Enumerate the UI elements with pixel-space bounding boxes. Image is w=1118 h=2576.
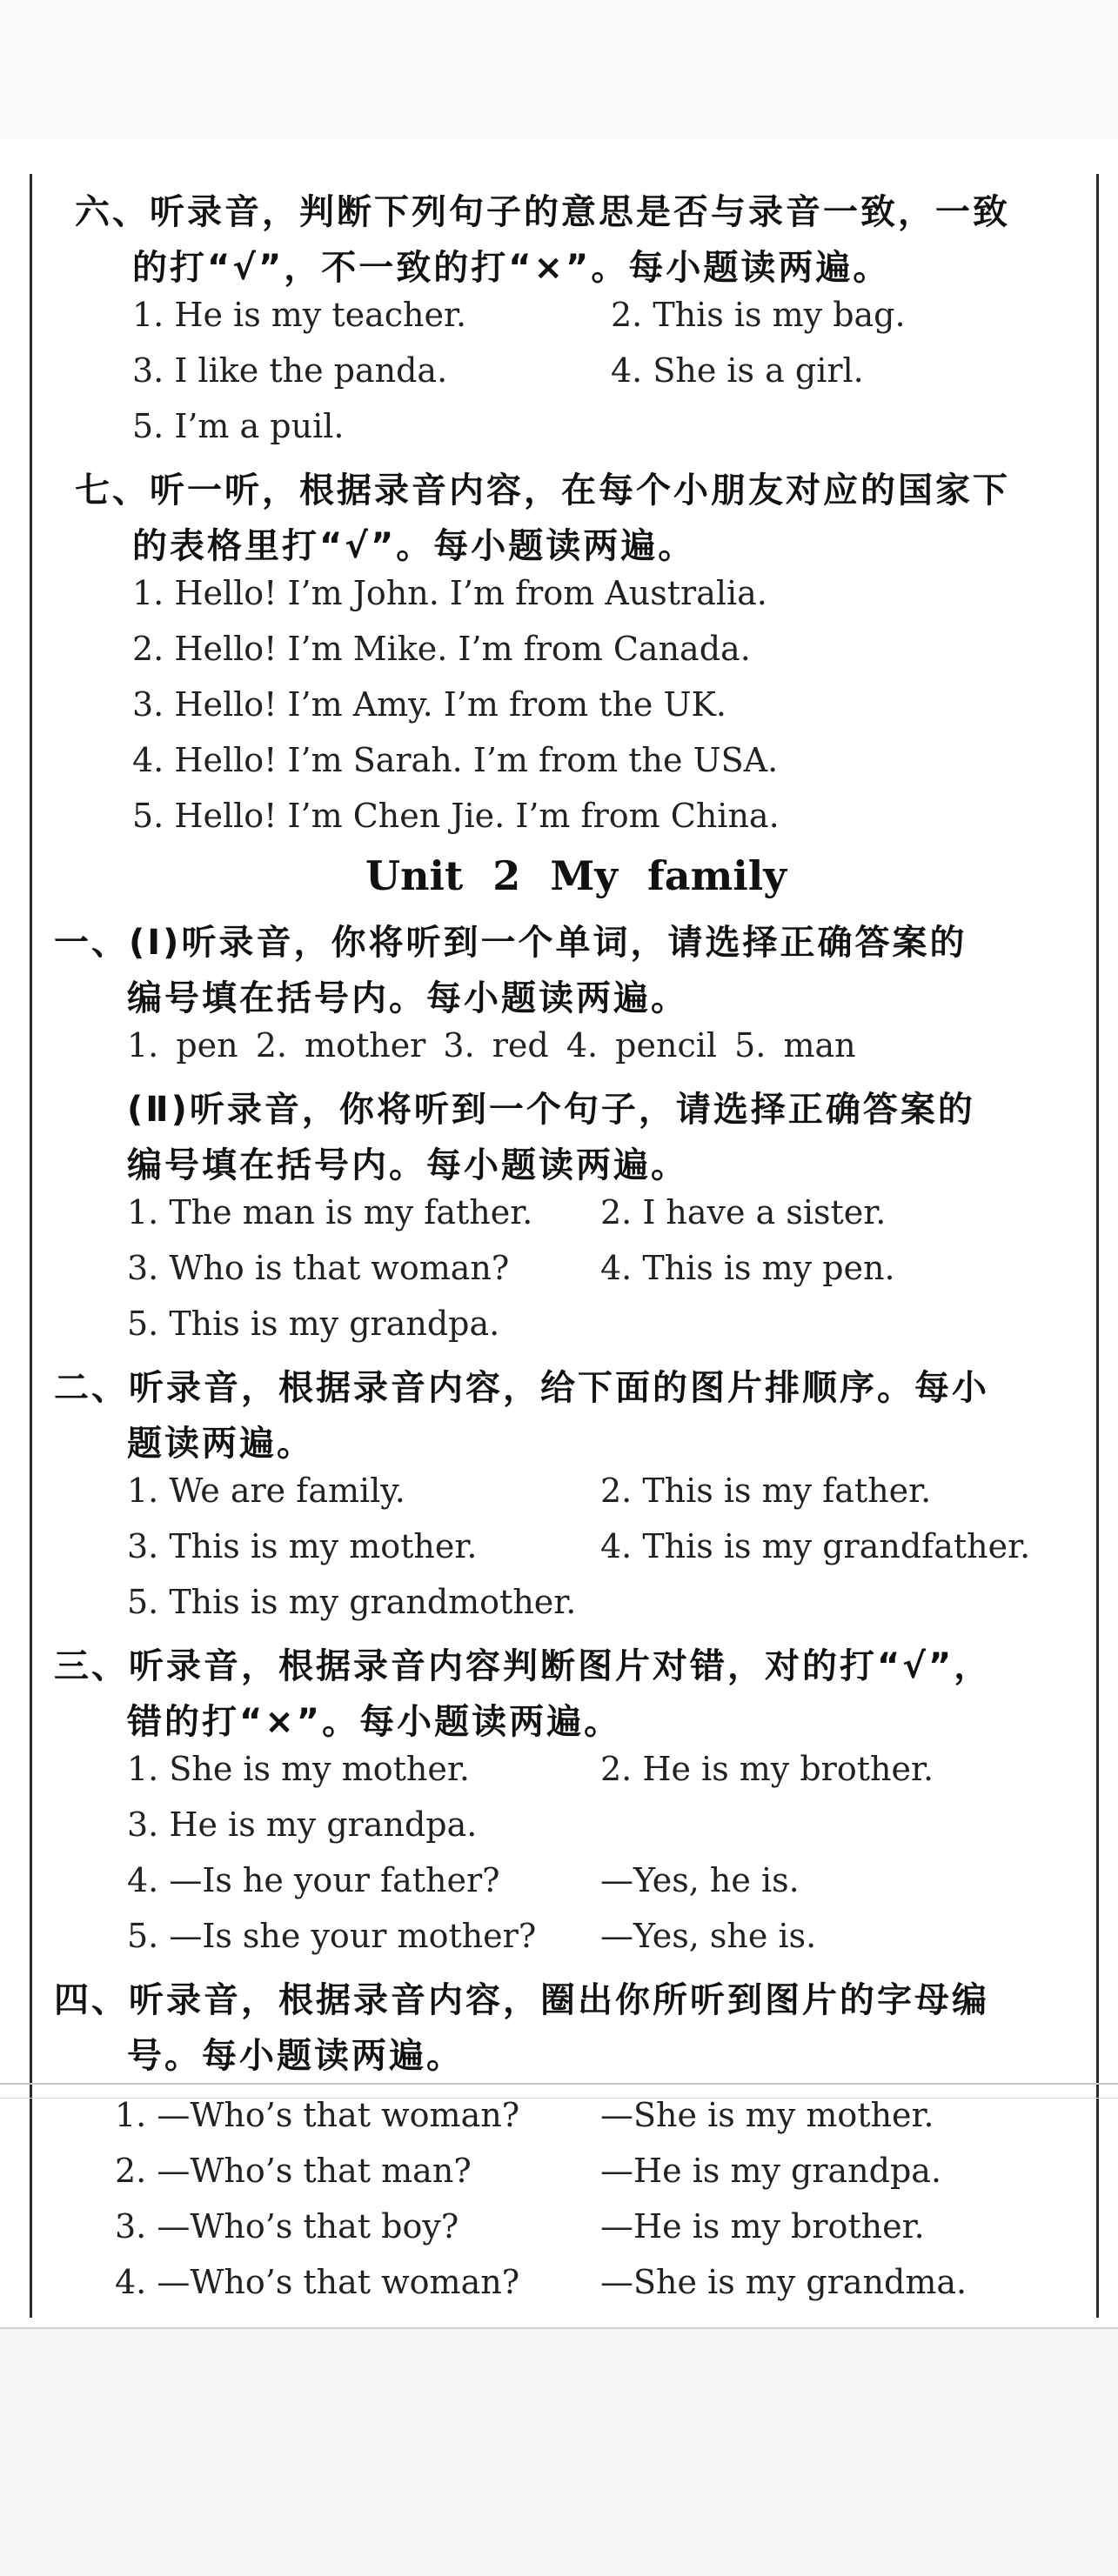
section-1-heading-line1: 一、(Ⅰ)听录音，你将听到一个单词，请选择正确答案的 <box>54 923 967 963</box>
section-7-item: 1. Hello! I’m John. I’m from Australia. <box>132 574 767 612</box>
page-top-margin <box>0 0 1118 139</box>
section-3-item: 3. He is my grandpa. <box>127 1805 478 1844</box>
section-3-heading-line2: 错的打“×”。每小题读两遍。 <box>127 1702 622 1742</box>
section-1-item: 2. I have a sister. <box>600 1193 887 1231</box>
left-border-rule <box>30 174 32 2318</box>
page-fold-line <box>0 2083 1118 2085</box>
section-7-heading-line2: 的表格里打“√”。每小题读两遍。 <box>132 526 696 566</box>
section-4-item: 3. —Who’s that boy? <box>115 2207 459 2246</box>
section-2-item: 4. This is my grandfather. <box>600 1527 1031 1565</box>
unit-title: Unit 2 My family <box>365 852 787 899</box>
section-4-item: —He is my grandpa. <box>600 2152 942 2190</box>
section-2-item: 3. This is my mother. <box>127 1527 478 1565</box>
section-4-item: 4. —Who’s that woman? <box>115 2263 520 2301</box>
section-2-heading-line1: 二、听录音，根据录音内容，给下面的图片排顺序。每小 <box>54 1368 989 1408</box>
section-4-item: 2. —Who’s that man? <box>115 2152 472 2190</box>
section-1-word-list: 1. pen 2. mother 3. red 4. pencil 5. man <box>127 1026 856 1064</box>
section-4-heading-line1: 四、听录音，根据录音内容，圈出你所听到图片的字母编 <box>54 1980 989 2020</box>
section-4-item: —She is my mother. <box>600 2096 934 2134</box>
section-1-item: 5. This is my grandpa. <box>127 1305 500 1343</box>
section-3-item: 1. She is my mother. <box>127 1750 470 1788</box>
section-3-item: —Yes, he is. <box>600 1861 800 1899</box>
section-6-item: 2. This is my bag. <box>611 296 906 334</box>
section-6-item: 5. I’m a puil. <box>132 407 345 445</box>
section-1-subheading-line1: (Ⅱ)听录音，你将听到一个句子，请选择正确答案的 <box>127 1090 975 1130</box>
section-3-item: —Yes, she is. <box>600 1917 817 1955</box>
section-4-item: —He is my brother. <box>600 2207 925 2246</box>
section-2-heading-line2: 题读两遍。 <box>127 1424 314 1464</box>
section-6-heading-line2: 的打“√”，不一致的打“×”。每小题读两遍。 <box>132 248 891 288</box>
section-7-item: 4. Hello! I’m Sarah. I’m from the USA. <box>132 741 779 779</box>
section-4-item: 1. —Who’s that woman? <box>115 2096 520 2134</box>
section-1-item: 4. This is my pen. <box>600 1249 895 1287</box>
section-1-subheading-line2: 编号填在括号内。每小题读两遍。 <box>127 1145 688 1185</box>
section-2-item: 1. We are family. <box>127 1472 405 1510</box>
section-1-heading-line2: 编号填在括号内。每小题读两遍。 <box>127 978 688 1018</box>
section-6-item: 4. She is a girl. <box>611 351 864 390</box>
right-border-rule <box>1096 174 1099 2318</box>
section-1-item: 1. The man is my father. <box>127 1193 533 1231</box>
section-7-heading-line1: 七、听一听，根据录音内容，在每个小朋友对应的国家下 <box>75 470 1010 511</box>
section-6-item: 1. He is my teacher. <box>132 296 467 334</box>
page-bottom-margin <box>0 2329 1118 2576</box>
section-3-item: 5. —Is she your mother? <box>127 1917 537 1955</box>
section-3-item: 2. He is my brother. <box>600 1750 934 1788</box>
section-6-heading-line1: 六、听录音，判断下列句子的意思是否与录音一致，一致 <box>75 192 1010 232</box>
section-7-item: 2. Hello! I’m Mike. I’m from Canada. <box>132 630 751 668</box>
section-4-heading-line2: 号。每小题读两遍。 <box>127 2036 464 2076</box>
section-3-item: 4. —Is he your father? <box>127 1861 500 1899</box>
section-7-item: 3. Hello! I’m Amy. I’m from the UK. <box>132 685 726 724</box>
section-2-item: 2. This is my father. <box>600 1472 932 1510</box>
section-3-heading-line1: 三、听录音，根据录音内容判断图片对错，对的打“√”， <box>54 1646 992 1686</box>
section-2-item: 5. This is my grandmother. <box>127 1583 577 1621</box>
section-1-item: 3. Who is that woman? <box>127 1249 510 1287</box>
section-7-item: 5. Hello! I’m Chen Jie. I’m from China. <box>132 797 780 835</box>
section-6-item: 3. I like the panda. <box>132 351 448 390</box>
section-4-item: —She is my grandma. <box>600 2263 967 2301</box>
